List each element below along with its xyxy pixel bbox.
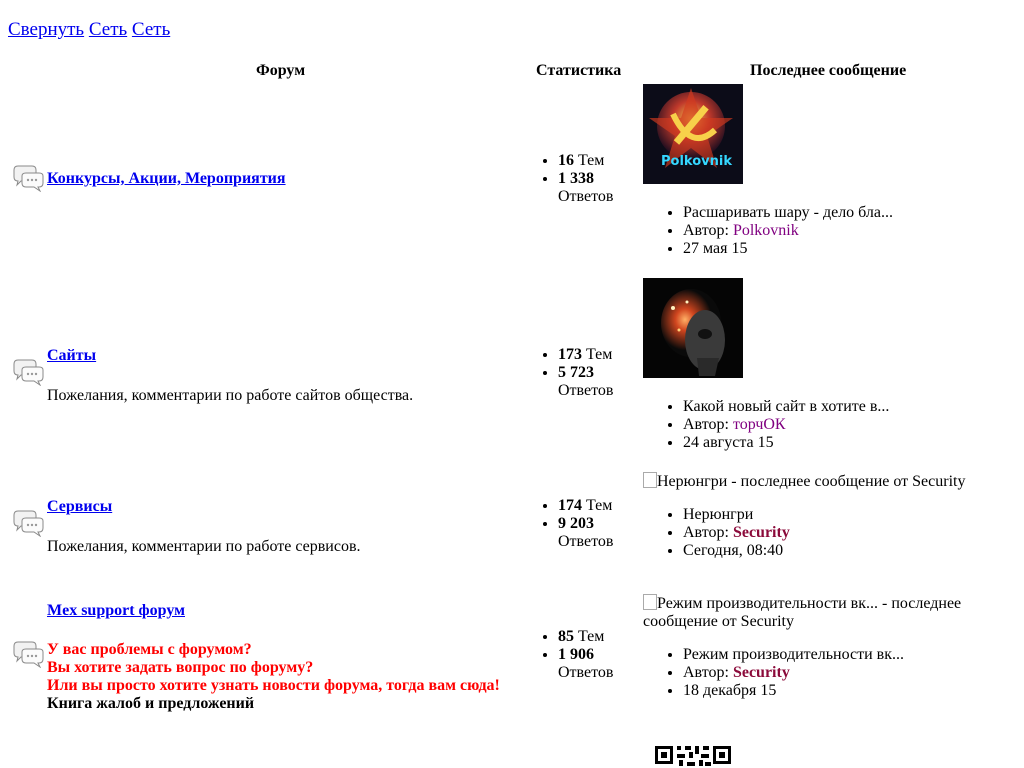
topics-label: Тем xyxy=(578,628,605,645)
topics-label: Тем xyxy=(586,346,613,363)
last-post-info xyxy=(643,398,889,452)
replies-count: 1 338 xyxy=(558,170,594,187)
replies-stat xyxy=(558,515,613,551)
forum-stats xyxy=(540,628,613,682)
top-nav xyxy=(8,19,170,41)
topics-count: 16 xyxy=(558,152,574,169)
desc-line: У вас проблемы с форумом? xyxy=(47,641,252,658)
avatar-caption: Polkovnik xyxy=(661,154,732,169)
author-prefix: Автор: xyxy=(683,416,729,433)
last-post-author xyxy=(683,524,790,542)
topics-stat xyxy=(558,628,613,646)
last-post-image-alt[interactable]: Режим производительности вк... - последнее сообщение от Security xyxy=(643,595,962,630)
author-link[interactable]: Polkovnik xyxy=(732,222,799,239)
forum-bubbles-icon xyxy=(12,358,44,386)
forum-title-link[interactable]: Сервисы xyxy=(47,498,113,515)
author-link[interactable]: торчОК xyxy=(732,416,786,433)
forum-stats xyxy=(540,497,613,551)
forum-title-link[interactable]: Конкурсы, Акции, Мероприятия xyxy=(47,170,286,187)
replies-count: 9 203 xyxy=(558,515,594,532)
forum-bubbles-icon xyxy=(12,164,44,192)
last-post-date: • 27 мая 15 xyxy=(683,240,893,258)
last-post-avatar[interactable] xyxy=(643,84,743,184)
topics-stat xyxy=(558,152,613,170)
forum-icon xyxy=(12,164,44,197)
forum-icon xyxy=(12,640,44,673)
broken-image-icon xyxy=(643,594,657,610)
replies-stat xyxy=(558,364,613,400)
last-post-date: • Сегодня, 08:40 xyxy=(683,542,790,560)
last-post-author xyxy=(683,416,889,434)
last-post-image-alt[interactable]: Нерюнгри - последнее сообщение от Security xyxy=(643,472,965,491)
last-post-date: • 18 декабря 15 xyxy=(683,682,904,700)
last-post-author xyxy=(683,664,904,682)
replies-count: 5 723 xyxy=(558,364,594,381)
forum-title-link[interactable]: Сайты xyxy=(47,347,97,364)
desc-line: Вы хотите задать вопрос по форуму? xyxy=(47,659,314,676)
last-post-title[interactable]: • Расшаривать шару - дело бла... xyxy=(683,204,893,222)
topics-count: 174 xyxy=(558,497,582,514)
replies-label: Ответов xyxy=(558,533,614,550)
forum-stats xyxy=(540,152,613,206)
last-post-title[interactable]: • Какой новый сайт в хотите в... xyxy=(683,398,889,416)
broken-image-icon xyxy=(643,472,657,488)
replies-label: Ответов xyxy=(558,188,614,205)
network-link[interactable]: Сеть xyxy=(88,19,128,40)
forum-title-link[interactable]: Mex support форум xyxy=(47,602,185,619)
replies-label: Ответов xyxy=(558,664,614,681)
replies-count: 1 906 xyxy=(558,646,594,663)
header-forum: Форум xyxy=(256,62,306,79)
topics-count: 173 xyxy=(558,346,582,363)
forum-description xyxy=(47,641,500,713)
topics-stat xyxy=(558,346,613,364)
author-link[interactable]: Security xyxy=(732,524,790,541)
forum-description: Пожелания, комментарии по работе сервисов. xyxy=(47,538,361,555)
collapse-link[interactable]: Свернуть xyxy=(8,19,85,40)
desc-line: Книга жалоб и предложений xyxy=(47,695,255,712)
forum-stats xyxy=(540,346,613,400)
last-post-avatar[interactable] xyxy=(643,278,743,378)
replies-stat xyxy=(558,646,613,682)
author-prefix: Автор: xyxy=(683,222,729,239)
last-post-info xyxy=(643,204,893,258)
last-post-title[interactable]: • Режим производительности вк... xyxy=(683,646,904,664)
forum-bubbles-icon xyxy=(12,640,44,668)
topics-label: Тем xyxy=(586,497,613,514)
author-prefix: Автор: xyxy=(683,524,729,541)
forum-icon xyxy=(12,358,44,391)
author-prefix: Автор: xyxy=(683,664,729,681)
qr-code xyxy=(655,744,731,768)
skull-avatar-image xyxy=(643,278,743,378)
last-post-date: • 24 августа 15 xyxy=(683,434,889,452)
forum-icon xyxy=(12,509,44,542)
author-link[interactable]: Security xyxy=(732,664,790,681)
last-post-author xyxy=(683,222,893,240)
topics-stat xyxy=(558,497,613,515)
replies-label: Ответов xyxy=(558,382,614,399)
network-link-2[interactable]: Сеть xyxy=(131,19,171,40)
header-stats: Статистика xyxy=(536,62,622,79)
polkovnik-avatar-image xyxy=(643,84,743,184)
topics-count: 85 xyxy=(558,628,574,645)
desc-line: Или вы просто хотите узнать новости форума, тогда вам сюда! xyxy=(47,677,500,694)
last-post-info xyxy=(643,506,790,560)
forum-description: Пожелания, комментарии по работе сайтов общества. xyxy=(47,387,414,404)
topics-label: Тем xyxy=(578,152,605,169)
last-post-title[interactable]: • Нерюнгри xyxy=(683,506,790,524)
header-last-post: Последнее сообщение xyxy=(750,62,907,79)
forum-bubbles-icon xyxy=(12,509,44,537)
last-post-info xyxy=(643,646,904,700)
replies-stat xyxy=(558,170,613,206)
qr-code-icon xyxy=(655,744,731,768)
